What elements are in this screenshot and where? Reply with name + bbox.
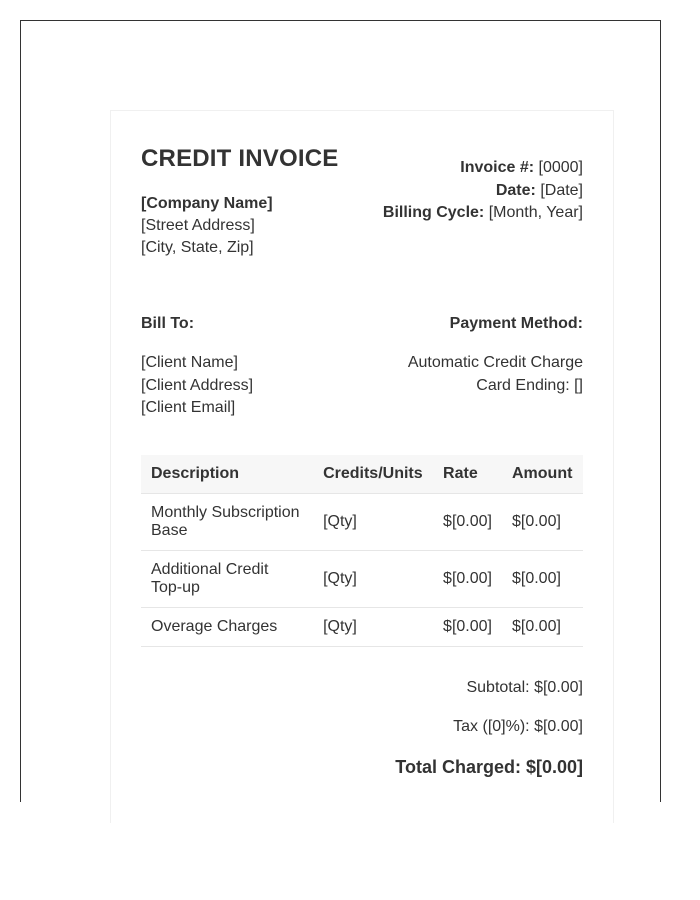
table-row	[141, 494, 583, 551]
row-credits: [Qty]	[313, 551, 433, 608]
company-city: [City, State, Zip]	[141, 239, 254, 256]
row-description: Overage Charges	[141, 608, 313, 647]
invoice-date-row	[383, 180, 583, 203]
billing-cycle-row	[383, 202, 583, 225]
row-rate: $[0.00]	[433, 494, 502, 551]
row-amount: $[0.00]	[502, 494, 583, 551]
table-row	[141, 608, 583, 647]
column-header-rate: Rate	[433, 455, 502, 494]
invoice-number-row	[383, 157, 583, 180]
row-credits: [Qty]	[313, 608, 433, 647]
row-rate: $[0.00]	[433, 608, 502, 647]
invoice-date-value: [Date]	[540, 181, 583, 199]
totals-block	[395, 677, 583, 778]
invoice-meta	[383, 157, 583, 225]
client-name: [Client Name]	[141, 354, 238, 371]
subtotal: Subtotal: $[0.00]	[466, 679, 583, 696]
client-email: [Client Email]	[141, 399, 236, 416]
client-address: [Client Address]	[141, 376, 254, 394]
invoice-number-value: [0000]	[538, 159, 583, 176]
line-items-table	[141, 455, 583, 647]
billing-cycle-value: [Month, Year]	[488, 204, 583, 221]
table-header-row	[141, 455, 583, 494]
bill-to-block	[141, 352, 253, 420]
row-description: Additional Credit Top-up	[141, 551, 313, 608]
bill-to-heading: Bill To:	[141, 315, 195, 332]
page-frame	[20, 20, 661, 802]
row-rate: $[0.00]	[433, 551, 502, 608]
payment-method-heading: Payment Method:	[449, 315, 583, 332]
invoice-sheet	[110, 110, 614, 823]
total-charged: Total Charged: $[0.00]	[395, 757, 583, 777]
invoice-number-label: Invoice #:	[460, 159, 535, 176]
company-street: [Street Address]	[141, 217, 255, 234]
invoice-date-label: Date:	[495, 181, 536, 199]
billing-cycle-label: Billing Cycle:	[382, 204, 485, 221]
payment-method-block	[408, 352, 583, 397]
company-block	[141, 193, 273, 259]
tax-line: Tax ([0]%): $[0.00]	[453, 718, 583, 735]
column-header-credits: Credits/Units	[313, 455, 433, 494]
table-row	[141, 551, 583, 608]
column-header-description: Description	[141, 455, 313, 494]
company-name: [Company Name]	[141, 195, 273, 212]
card-ending: Card Ending: []	[476, 376, 583, 394]
payment-method-value: Automatic Credit Charge	[407, 354, 583, 371]
row-description: Monthly Subscription Base	[141, 494, 313, 551]
invoice-title: CREDIT INVOICE	[141, 145, 339, 172]
column-header-amount: Amount	[502, 455, 583, 494]
row-credits: [Qty]	[313, 494, 433, 551]
row-amount: $[0.00]	[502, 551, 583, 608]
row-amount: $[0.00]	[502, 608, 583, 647]
